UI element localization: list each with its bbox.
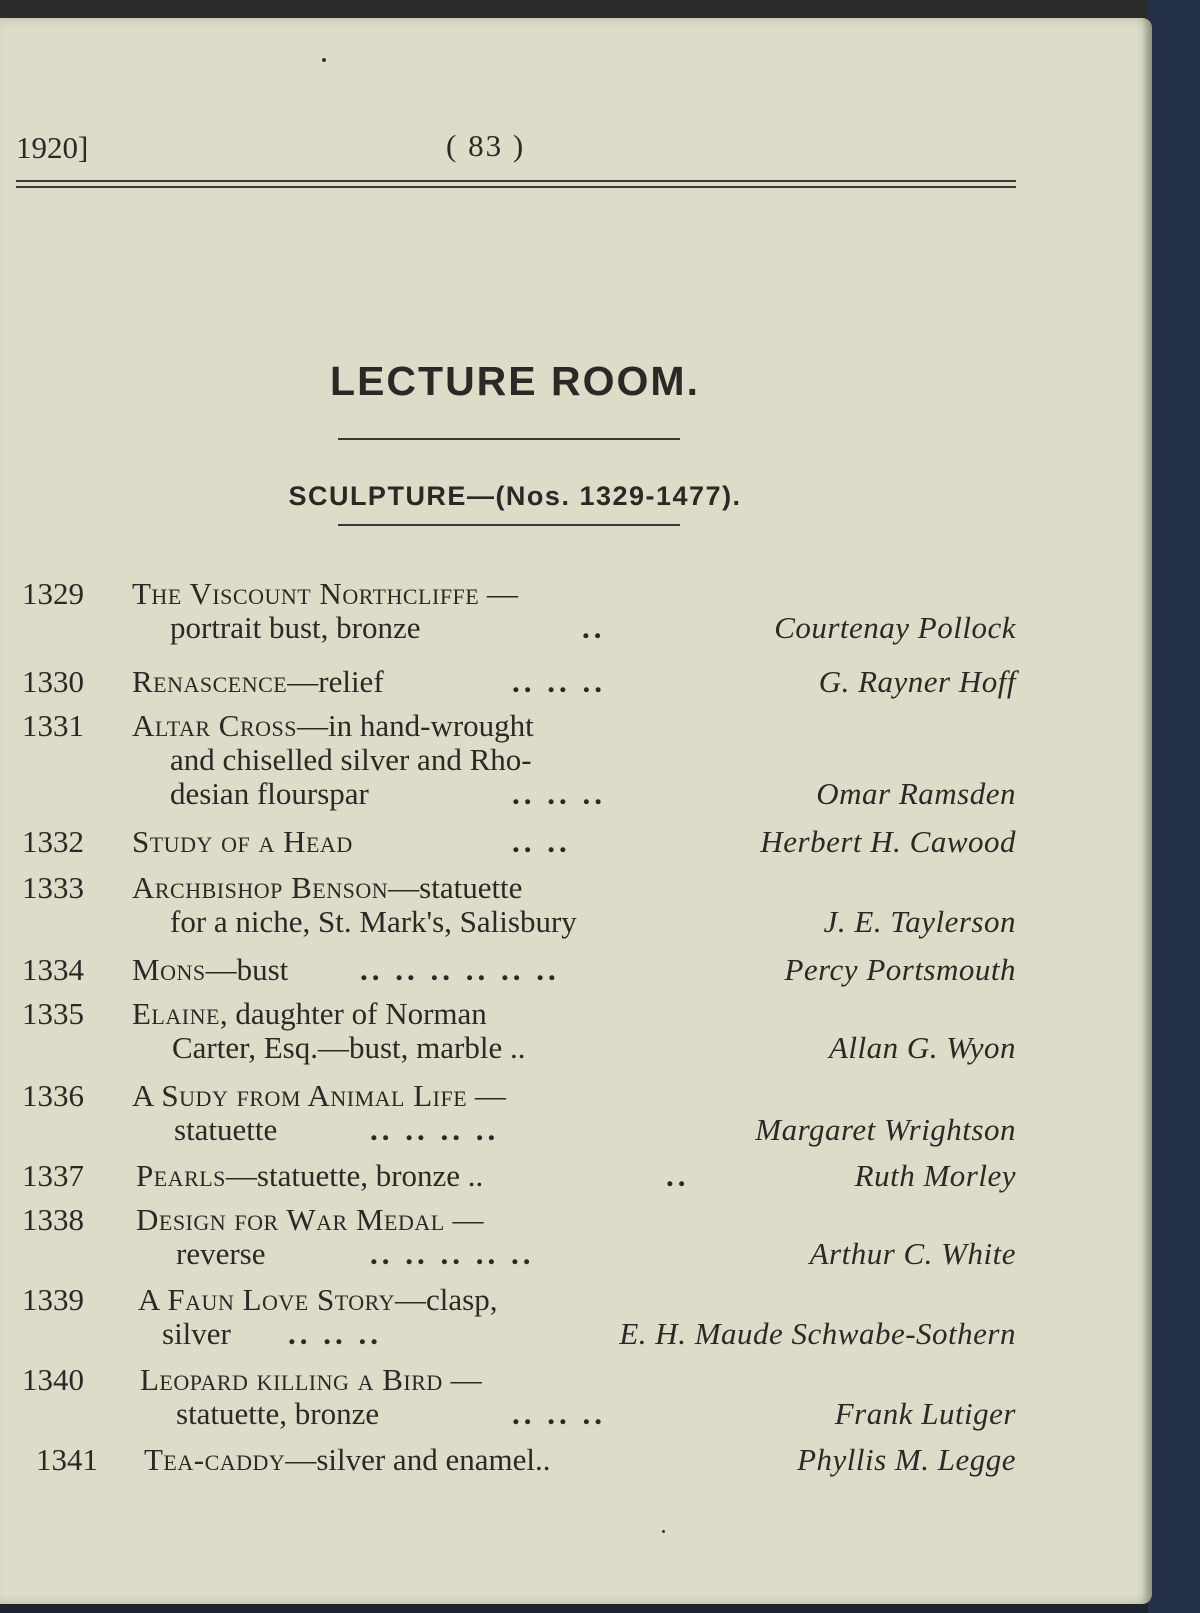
entry-title: Design for War Medal [136,1202,445,1237]
entry-title: Archbishop Benson [132,870,389,905]
entry-title: Altar Cross [132,708,298,743]
leader-dots: .. [582,610,606,645]
entry-number: 1338 [22,1202,84,1237]
leader-dots: .. .. .. [288,1316,382,1351]
entry-number: 1336 [22,1078,84,1113]
entry-artist: Phyllis M. Legge [797,1442,1016,1477]
entry-number: 1334 [22,952,84,987]
entry-artist: Herbert H. Cawood [760,824,1016,859]
entry-artist: G. Rayner Hoff [818,664,1016,699]
leader-dots: .. .. [512,824,571,859]
entry-title-line [140,1362,482,1398]
page-speck [322,58,326,62]
entry-suffix: —in hand-wrought [297,708,534,743]
entry-suffix: —silver and enamel.. [285,1442,551,1477]
entry-suffix: — [467,1078,506,1113]
entry-title-line [132,824,353,860]
entry-number: 1330 [22,664,84,699]
entry-number: 1329 [22,576,84,611]
leader-dots: .. .. .. .. [370,1112,500,1147]
entry-suffix: — [442,1362,482,1397]
entry-title-line [138,1282,497,1318]
entry-title: The Viscount Northcliffe [132,576,480,611]
entry-suffix: —statuette [388,870,523,905]
entry-title: A Faun Love Story [138,1282,395,1317]
entry-number: 1337 [22,1158,84,1193]
entry-artist: Percy Portsmouth [784,952,1016,987]
entry-artist: Allan G. Wyon [828,1030,1016,1065]
entry-line-2: statuette [174,1112,278,1147]
entry-title: Study of a Head [132,824,353,859]
entry-title-line [132,1078,506,1114]
entry-artist: Frank Lutiger [834,1396,1016,1431]
entry-suffix: — [444,1202,484,1237]
entry-title: A Sudy from Animal Life [132,1078,468,1113]
entry-title-line [144,1442,550,1478]
entry-artist: Courtenay Pollock [774,610,1016,645]
entry-title: Renascence [132,664,288,699]
header-rule-double [16,186,1016,188]
entry-title-line [136,1158,483,1194]
entry-suffix: , daughter of Norman [219,996,487,1031]
section-subtitle: SCULPTURE—(Nos. 1329-1477). [288,481,742,511]
entry-title-line [132,996,487,1032]
entry-line-2: portrait bust, bronze [170,610,421,645]
entry-number: 1333 [22,870,84,905]
book-page [0,18,1152,1604]
entry-title-line [132,870,522,906]
entry-title: Tea-caddy [144,1442,286,1477]
entry-number: 1341 [36,1442,98,1477]
entry-title: Mons [132,952,206,987]
book-cover-spine [1148,0,1200,1613]
entry-artist: Arthur C. White [809,1236,1016,1271]
page-speck [662,1530,665,1533]
entry-number: 1340 [22,1362,84,1397]
entry-line-2: Carter, Esq.—bust, marble .. [172,1030,526,1065]
entry-artist: Omar Ramsden [816,776,1016,811]
entry-artist: J. E. Taylerson [823,904,1016,939]
entry-title-line [132,952,288,988]
entry-line-2: reverse [176,1236,266,1271]
entry-number: 1332 [22,824,84,859]
entry-number: 1339 [22,1282,84,1317]
entry-title-line [132,664,384,700]
leader-dots: .. .. .. .. .. .. [360,952,560,987]
leader-dots: .. .. .. [512,1396,606,1431]
leader-dots: .. .. .. [512,776,606,811]
entry-title: Elaine [132,996,220,1031]
title-rule [338,438,680,440]
entry-suffix: —relief [287,664,384,699]
year-label: 1920] [16,130,89,165]
entry-title: Pearls [136,1158,226,1193]
entry-line-3: desian flourspar [170,776,369,811]
entry-line-2: for a niche, St. Mark's, Salisbury [170,904,577,939]
leader-dots: .. [666,1158,690,1193]
entry-suffix: —clasp, [395,1282,498,1317]
entry-title: Leopard killing a Bird [140,1362,443,1397]
entry-suffix: — [479,576,518,611]
entry-suffix: —statuette, bronze .. [225,1158,484,1193]
entry-line-2: statuette, bronze [176,1396,380,1431]
section-title: LECTURE ROOM. [330,358,700,404]
entry-line-2: and chiselled silver and Rho- [170,742,532,777]
entry-artist: Ruth Morley [854,1158,1016,1193]
page-number: ( 83 ) [446,128,526,163]
entry-title-line [132,708,534,744]
leader-dots: .. .. .. [512,664,606,699]
header-rule [16,180,1016,182]
entry-line-2: silver [162,1316,231,1351]
leader-dots: .. .. .. .. .. [370,1236,535,1271]
entry-suffix: —bust [205,952,289,987]
entry-title-line [136,1202,483,1238]
entry-number: 1335 [22,996,84,1031]
entry-artist: Margaret Wrightson [755,1112,1016,1147]
entry-artist: E. H. Maude Schwabe-Sothern [619,1316,1016,1351]
entry-title-line [132,576,518,612]
entry-number: 1331 [22,708,84,743]
subtitle-rule [338,524,680,526]
